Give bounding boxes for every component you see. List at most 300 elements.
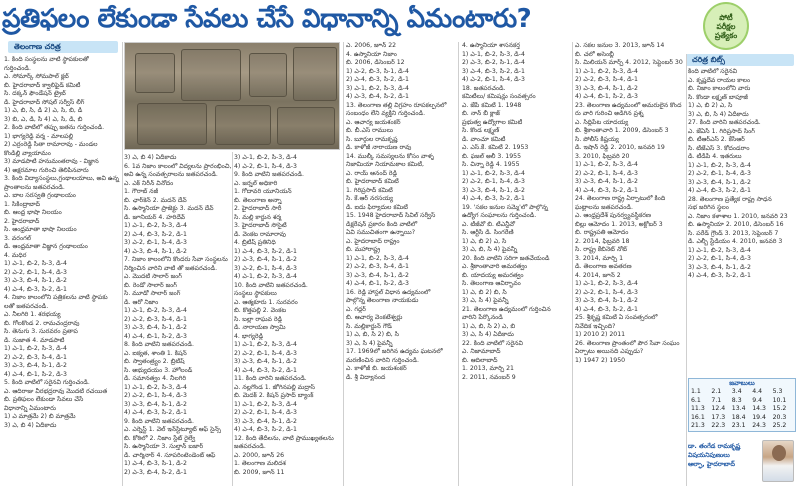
question-line: 1) ఎ-1, బి-2, సి-3, డి-4 <box>4 345 67 352</box>
question-line: 3) ఎ, సి 4) పైవన్నీ <box>346 339 393 347</box>
answer-cell: 18.4 <box>731 413 746 421</box>
question-line: డి. హైదరాబాద్ సోషల్ సర్వీస్ లీగ్ <box>4 98 85 106</box>
question-line: 1) ఎ-1, బి-2, సి-3, డి-4 <box>462 50 525 58</box>
question-column-6 <box>575 42 685 476</box>
answer-cell: 3.4 <box>731 388 742 395</box>
answer-cell: 19.4 <box>752 413 766 421</box>
question-line: బి. నాన్ బీ క్లాజ్ <box>462 110 500 117</box>
answer-cell: 22.3 <box>711 422 726 429</box>
question-line: ఎ. జేఏసీ 1. గిరిప్రసాద్ సింగ్ <box>688 127 755 135</box>
section-tab-history-bits: చరిత్ర బిట్స్ <box>686 54 794 66</box>
question-line: డి. వెంకట రామారావు <box>234 230 286 238</box>
question-line: 1) ఎ, బి 2) ఎ, సి <box>462 237 507 245</box>
question-line: 1) ఎ-1, బి-2, సి-3, డి-4 <box>688 161 751 169</box>
question-line: సి. బల్లా రాఘవ రెడ్డి <box>234 315 283 323</box>
question-line: 2) ఎ-2, బి-3, సి-4, డి-1 <box>4 353 67 361</box>
question-line: 4. బ్రిటిష్ ప్రతినిధి <box>234 239 276 246</box>
question-line: బి. ఉస్మానియా 2. 2010, డిసెంబర్ 16 <box>688 221 784 228</box>
question-line: బి. చలో అసెంబ్లీ <box>575 50 614 58</box>
answer-cell: 12.4 <box>711 405 726 412</box>
question-line: ఎ. ఆంధ్రప్రదేశ్ పునర్వ్యవస్థీకరణ <box>575 212 651 219</box>
question-line: బి. ఛార్‌కెన్ 2. మదన్ దేవ్ <box>124 196 187 204</box>
question-line: 1. కింది సంస్థలను వాటి స్థాపకులతో <box>4 56 89 63</box>
question-line: ఎ. ఎస్.కే. కమిటీ 2. 1953 <box>462 144 529 151</box>
question-line: ఘట్టాలను జతపరచండి. <box>575 203 633 211</box>
question-line: డి. ఆంధ్రమాతా విజ్ఞాన గ్రంథాలయం <box>4 243 88 250</box>
question-line: 4) ఎ-1, బి-2, సి-3, డి-4 <box>234 273 297 280</box>
question-line: డి. ఆరో నిజాం <box>124 298 159 306</box>
question-line: 2) ఎ-2, బి-1, సి-4, డి-3 <box>688 170 751 177</box>
question-line: 2. 2014, ఫిబ్రవరి 18 <box>575 237 630 245</box>
question-line: 1) ఎ-1, బి-2, సి-3, డి-4 <box>575 67 638 75</box>
question-line: 15. 1948 హైదరాబాద్ సివిల్ సర్వీస్ <box>346 212 436 219</box>
badge-line: పరీక్షల <box>716 21 736 31</box>
question-line: బి. కోఠిలో 2. నిజాం స్టేట్ రైల్వే <box>124 434 196 442</box>
question-line: డి. కాళోజీ నారాయణ రావు <box>346 144 412 151</box>
question-line: 1) ఎ-1, బి-2, సి-3, డి-4 <box>688 246 751 254</box>
question-line: 4) ఎ-4, బి-3, సి-2, డి-1 <box>124 409 187 416</box>
question-line: నిజామియా నియామకాల కమిటీ, <box>346 161 424 168</box>
question-line: ఎ. కాళోజీ బి. జయశంకర్ <box>346 365 407 372</box>
question-line: 3) ఎ-3, బి-4, సి-1, డి-2 <box>4 277 67 284</box>
question-line: 2. 2011, నవంబర్ 9 <box>462 373 516 381</box>
question-line: సి. కే.ఆర్ నరసయ్య <box>346 195 394 202</box>
question-line: 1) భాగ్యరెడ్డి వర్మ - మాలపల్లి <box>4 132 74 140</box>
question-line: ఎ. మొదటి సాలార్ జంగ్ <box>124 273 182 280</box>
author-affiliation: ఆల్ఫా, హైదరాబాద్ <box>688 461 735 468</box>
question-line: బి. టీఆర్ఎస్ 2. కేసీఆర్ <box>688 136 745 143</box>
question-line: 3) ఎ, బి, సి 4) ఏదీకాదు <box>688 110 749 118</box>
answer-cell: 13.4 <box>731 405 746 412</box>
question-line: విధానాన్ని ఏమంటారు <box>4 404 56 412</box>
question-line: 1) ఎ-2, బి-3, సి-1, డి-4 <box>346 67 409 75</box>
answer-cell: 14.3 <box>752 405 766 412</box>
question-line: సి. అభ్యుదయం 3. హోలండ్ <box>124 366 193 374</box>
badge-line: పోటీ <box>719 12 733 22</box>
question-line: 1. సికింద్రాబాద్ <box>4 200 41 208</box>
question-line: 4. ఉస్మానియా శాసనకర్త <box>462 42 520 49</box>
column-divider <box>343 42 344 486</box>
question-line: 2. హైదరాబాద్ సారీ <box>234 205 282 212</box>
answer-cell: 21.3 <box>691 422 705 429</box>
question-line: 3. కింది విద్యాసంస్థలు,గ్రంథాలయాలు, అవి ఉన్న <box>4 175 119 182</box>
question-line: 1) ఎ-1, బి-2, సి-3, డి-4 <box>346 254 409 262</box>
question-line: 3) ఎ-3, బి-4, సి-1, డి-2 <box>346 271 409 279</box>
question-line: ఏవి సముచితంగా ఉన్నాయి? <box>346 229 416 236</box>
answer-cell: 15.2 <box>772 405 787 412</box>
question-line: ప్రాంతాలను జతపరచండి. <box>4 183 65 191</box>
question-line: 1) 1947 2) 1950 <box>575 356 626 364</box>
question-line: ఎ. ఎక్ నిరీన్ వినోదం <box>124 179 174 187</box>
question-line: బి. గోలకొండ 2. రామచంద్రరావు <box>4 319 80 327</box>
question-line: 1) ఎ, బి 2) ఎ, సి <box>688 102 733 109</box>
question-line: 4) ఎ-4, బి-3, సి-2, డి-1 <box>575 305 638 313</box>
question-line: 2) ఎ-2, బి-1, సి-4, డి-3 <box>575 288 638 296</box>
column-divider <box>686 54 687 486</box>
question-line: 12. కింది తేదీలను, వాటి ప్రాముఖ్యతలను <box>234 434 334 442</box>
question-line: ఎ. ఐక్యత, శాంతి 1. కిషన్ <box>124 349 187 357</box>
question-line: 3) ఎ-3, బి-4, సి-1, డి-2 <box>234 358 297 365</box>
question-line: 24. తెలంగాణ రాష్ట్ర ఏర్పాటులో కింది <box>575 195 666 202</box>
question-line: బి. స్వాతంత్ర్యం 2. బ్రిటిష్ <box>124 358 185 365</box>
question-line: డిక్లరేషన్ ప్రకారం కింది వాటిలో <box>346 220 418 228</box>
question-line: 1) ఎ-1, బి-2, సి-3, డి-4 <box>4 260 67 267</box>
answer-cell: 6.1 <box>691 396 701 404</box>
question-line: 1) ఎ-1, బి-2, సి-3, డి-4 <box>124 383 187 391</box>
question-line: సి. మల్లికార్జున్ గౌడ్ <box>346 322 393 330</box>
question-line: 4) ఎ-4, బి-3, సి-2, డి-1 <box>4 285 67 293</box>
question-line: 2) ఎ-2, బి-3, సి-4, డి-1 <box>124 315 187 323</box>
question-line: 4) ఎ-2, బి-1, సి-4, డి-3 <box>234 162 297 170</box>
answer-cell: 4.4 <box>752 388 763 395</box>
question-line: 3) ఎ-3, బి-4, సి-1, డి-2 <box>575 178 638 185</box>
answer-cell: 23.1 <box>731 422 746 429</box>
question-line: 4) ఎ-4, బి-1, సి-2, డి-3 <box>4 370 67 378</box>
question-line: 10. కింది వాటిని జతపరచండి. <box>234 281 308 289</box>
question-line: ఎ. బాల సరస్వతి గ్రంథాలయం <box>4 192 76 199</box>
question-line: 1. తెలంగాణ మలిదశ <box>234 460 286 467</box>
question-line: 2) ఎ-2, బి-1, సి-4, డి-3 <box>234 409 297 416</box>
question-line: బిల్లు ఆమోదం 1. 2013, అక్టోబర్ 3 <box>575 220 663 228</box>
question-line: 2. హైదరాబాద్ <box>4 217 40 225</box>
question-line: ఎ. నల్లగొండ 1. జోగినపల్లి మద్రాస్ <box>234 383 315 391</box>
question-line: 3) ఎ-3, బి-4, సి-1, డి-2 <box>124 324 187 331</box>
question-line: 17. 1969లో జరిగిన ఉద్యమ ఘటనలో <box>346 348 443 355</box>
question-line: బి. మెదక్ 2. కిషన్ ప్రసాద్ బ్యాంక్ <box>234 392 314 399</box>
question-line: బి. రెండో సాలార్ జంగ్ <box>124 281 177 289</box>
question-column-3 <box>234 154 342 488</box>
question-line: 3) ఎ-1, బి-2, సి-3, డి-4 <box>346 84 409 92</box>
relief-block <box>249 53 287 97</box>
question-line: సి. మూడో సాలార్ జంగ్ <box>124 290 181 297</box>
author-role: విషయనిపుణులు <box>688 452 730 459</box>
question-line: 3) ఎ-3, బి-4, సి-1, డి-2 <box>462 186 525 194</box>
question-line: 25. శ్రీకృష్ణ కమిటీ ఏ సంవత్సరంలో <box>575 314 658 321</box>
question-line: బి. ఆంధ్ర భాషా నిలయం <box>4 209 62 216</box>
question-line: 2) ఎ-4, బి-3, సి-2, డి-1 <box>346 76 409 83</box>
question-line: 3) ఎ-2, బి-1, సి-4, డి-3 <box>234 264 297 272</box>
question-line: 2. కింది వాటిలో తప్పు జతను గుర్తించండి. <box>4 124 105 131</box>
question-line: బి. మహారాష్ట్ర <box>346 246 381 253</box>
question-line: ఎ. నిజాం కళాశాల 1. 2010, జనవరి 23 <box>688 212 788 220</box>
question-column-1 <box>4 56 122 488</box>
question-line: 13. తెలంగాణ తల్లి విగ్రహం రూపకల్పనలో <box>346 101 447 109</box>
question-line: ఎ. సకల జనుల 3. 2013, జూన్ 14 <box>575 42 665 49</box>
question-line: ఎ. 2000, జూన్ 26 <box>234 451 285 459</box>
question-line: 4) ఎ-4, బి-1, సి-2, డి-3 <box>124 332 187 340</box>
relief-block <box>135 53 175 93</box>
question-line: బి. కొత్తపల్లి 2. వెంకట <box>234 307 287 314</box>
question-line: 4) ఎ-4, బి-1, సి-2, డి-3 <box>346 280 409 287</box>
answer-cell: 16.1 <box>691 413 705 421</box>
question-line: ఎ. శ్రీకాంతాచారి అమరత్వం <box>462 263 528 270</box>
question-line: 21. తెలంగాణ ఉద్యమంలో గుర్తించిన <box>462 305 551 313</box>
question-line: 4) ఎ-2, బి-1, సి-4, డి-3 <box>462 76 525 83</box>
question-line: 4) ఎ-4, బి-3, సి-2, డి-1 <box>234 366 297 374</box>
question-line: సి. చిన్నా రెడ్డి 4. 1955 <box>462 161 520 168</box>
question-line: 1) ఎ, బి, సి 2) బి, సి <box>346 331 400 338</box>
question-line: 1) ఎ-1, బి-2, సి-3, డి-4 <box>462 169 525 177</box>
column-divider <box>458 42 459 486</box>
author-photo <box>762 440 794 482</box>
question-line: వారిని పేర్కొనండి <box>462 314 503 321</box>
question-line: 7. నిజాం కాలంలోని కొందరు సేవా సంస్థలను <box>124 256 228 263</box>
question-line: బి. శ్రీకాంతాచారి 1. 2009, డిసెంబర్ 3 <box>575 127 669 134</box>
question-line: 4) ఎ-4, బి-3, సి-2, డి-1 <box>688 187 751 194</box>
question-line: 4. నిజాం కాలంలోని పత్రికలను వాటి స్థాపకు <box>4 294 108 301</box>
question-line: 2) ఎ-2, బి-3, సి-4, డి-1 <box>575 76 638 83</box>
question-line: 8. కింది వాటిని జతపరచండి. <box>124 341 194 348</box>
question-line: 27. కింది వారిని జతపరచండి. <box>688 119 761 126</box>
question-line: 28. తెలంగాణ ప్రత్యేక రాష్ట్ర సాధన <box>688 195 772 203</box>
question-line: ప్రభుత్వ ఉద్యోగాల కమిటీ <box>462 118 523 126</box>
question-line: ఎ. జర్నల్ అధికారి <box>234 179 278 187</box>
question-line: 2) ఎ-3, బి-2, సి-1, డి-4 <box>462 59 525 66</box>
question-line: 1. గోదావరి యూనియన్ <box>234 188 292 195</box>
badge-line: ప్రత్యేకం <box>714 30 738 40</box>
relief-block <box>277 107 335 145</box>
question-line: ఉద్యోగ సంఘాలను గుర్తించండి. <box>462 212 537 219</box>
answer-key-grid <box>689 388 795 431</box>
question-line: బి. ఫజల్ అలీ 3. 1955 <box>462 152 522 160</box>
question-line: 5. కింది వాటిలో సరైనవి గుర్తించండి. <box>4 379 90 386</box>
answer-cell: 10.1 <box>772 396 787 404</box>
question-line: డి. ఎల్బీ స్టేడియం 4. 2010, జనవరి 3 <box>688 238 783 245</box>
question-line: 4. భాగ్యరెడ్డి <box>234 332 264 340</box>
answer-key <box>688 378 796 432</box>
question-line: 3) ఎ-1, బి-2, సి-3, డి-4 <box>234 154 297 161</box>
question-line: 2) ఎ-2, బి-1, సి-4, డి-3 <box>462 178 525 185</box>
question-column-4 <box>346 42 454 476</box>
question-line: 3) ఎ-2, బి-1, సి-4, డి-3 <box>124 239 187 246</box>
question-line: సి. ఆర్టీసీ డి. సింగరేణి <box>462 229 514 236</box>
question-line: సి. రాష్ట్ర కేబినెట్ నోట్ <box>575 246 627 253</box>
question-line: ఎ. హైదరాబాద్ రాష్ట్రం <box>346 237 400 245</box>
question-line: 1. గిరిప్రసాద్ కమిటీ <box>346 186 393 194</box>
question-line: 4) ఎ-4, బి-3, సి-2, డి-1 <box>575 186 638 194</box>
question-line: బి. నిజాం కాలంలోని వారు <box>688 85 751 92</box>
question-line: 22. కింది వాటిలో సరైనవి <box>462 339 523 347</box>
question-line: డి. ఐదు ఫిర్యాదుల కమిటీ <box>346 203 408 211</box>
question-line: 1) ఎ, బి, సి 2) ఎ, బి <box>462 322 516 330</box>
question-line: అవి ఉన్న సంవత్సరాలను జతపరచండి. <box>124 171 218 178</box>
question-line: 3. 2014, మార్చి 1 <box>575 254 624 262</box>
question-line: 23. తెలంగాణ ఉద్యమంలో అమరులైన కొంద <box>575 101 682 109</box>
question-line: పాల్గొన్న తెలంగాణ నాయకుడు <box>346 297 419 304</box>
answer-cell: 25.2 <box>772 422 787 429</box>
question-line: 16. రెడ్డి హాస్టల్ విధాన ఉద్యమంలో <box>346 288 431 296</box>
question-line: ఎ. నీలగిరి 1. శరభయ్య <box>4 311 61 318</box>
answer-cell: 8.3 <box>731 396 742 404</box>
question-line: 3) ఎ, బి, సి 4) పైవన్నీ <box>462 246 518 253</box>
question-line: సి. టీజేఎస్ 3. కోదండరాం <box>688 144 750 152</box>
question-line: సి. ఆంధ్రమాతా భాషా నిలయం <box>4 226 77 233</box>
question-line: సి. తెలంగాణ ఆవిర్భావం <box>462 280 521 287</box>
question-line: 2) ఎ-2, బి-1, సి-4, డి-3 <box>124 392 187 399</box>
question-line: 3) ఎ-3, బి-4, సి-1, డి-2 <box>688 263 751 271</box>
answer-cell: 17.3 <box>711 413 726 421</box>
question-line: బి. 2009, జూన్ 11 <box>234 468 285 476</box>
question-line: 11. కింది వారిని జతపరచండి. <box>234 375 307 382</box>
question-line: నిర్మించిన వారిని వాటి తో జతపరచండి. <box>124 264 218 272</box>
question-line: 4) అక్షరమాల గురించి తెలిపినవారు <box>4 166 89 174</box>
question-line: 2) ఎ-2, బి-1, సి-4, డి-3 <box>234 349 297 357</box>
question-line: 3) ఎ-3, బి-4, సి-1, డి-2 <box>124 400 187 408</box>
question-line: ఎ. ఎర్నెస్ట్ 1. వెల్ ఇన్‌స్టిట్యూట్ ఆఫ్ సైన్స్ <box>124 426 221 433</box>
question-line: 1) ఎ-1, బి-2, సి-3, డి-4 <box>234 341 297 348</box>
question-line: డి. వాంచూ కమిటీ <box>462 135 506 143</box>
question-line: 3) ఎ, బి 4) ఏదీకాదు <box>4 421 57 429</box>
question-line: 3) ఎ, సి 4) ఏదీకాదు <box>462 331 514 338</box>
question-line: కొండిల్లి వ్యాయామం <box>4 149 51 157</box>
question-line: డి. ఇషాన్ రెడ్డి 2. 2010, జనవరి 19 <box>575 144 665 151</box>
question-line: బి. యాదయ్య అమరత్వం <box>462 271 524 279</box>
question-line: 1) ఎ-1, బి-2, సి-3, డి-4 <box>124 307 187 314</box>
question-line: 26. తెలంగాణ ప్రాంతంలో పౌర సేవా సంఘం <box>575 339 680 347</box>
question-line: 1) ఎ-4, బి-3, సి-1, డి-2 <box>124 460 187 467</box>
question-line: ఎ. జేపీ కమిటీ 1. 1948 <box>462 101 522 109</box>
question-line: 1) ఎ మాత్రమే 2) బి మాత్రమే <box>4 413 76 420</box>
question-line: ఎ. ఆదిరాజు వీరభద్రరావు మొదటి రచయిత <box>4 387 108 395</box>
question-line: బి. రాష్ట్రపతి ఆమోదం <box>575 229 629 236</box>
question-line: 6. 1వ నిజాం కాలంలో విద్యలను ప్రారంభించి, <box>124 162 231 170</box>
question-line: బి. ప్రతిఫలం లేకుండా సేవలు చేసే <box>4 396 84 403</box>
column-divider <box>122 42 123 486</box>
question-line: సి. దక్కన్ ఫౌండేషన్ ట్రైబ్ <box>4 90 66 97</box>
question-line: ఎ. నిజామాబాద్ <box>462 348 501 355</box>
question-line: డి. సుజాత 4. మాడపాటి <box>4 336 65 344</box>
author-credit <box>688 442 758 469</box>
question-line: డి. సమానత్వం 4. నీలగిరి <box>124 375 187 382</box>
question-line: డి. చార్మినార్ 4. సూపరింటెండెంట్ ఆఫ్ <box>124 451 216 459</box>
question-line: 2) ఎ-2, బి-1, సి-4, డి-3 <box>4 268 67 276</box>
question-line: 4) ఎ-3, బి-4, సి-2, డి-1 <box>346 93 409 100</box>
question-line: కమిటీలు/ కమిషన్లు సంవత్సరం <box>462 93 536 100</box>
question-line: 1. 2013, మార్చి 21 <box>462 365 514 372</box>
question-line: గుర్తించండి. <box>4 64 31 72</box>
question-line: 9. కింది వాటిని జతపరచండి. <box>124 417 194 425</box>
question-line: 1) ఎ, బి 2) బి, సి <box>462 288 507 296</box>
question-line: నివేదిక ఇచ్చింది? <box>575 322 616 330</box>
question-line: 3. 2010, ఫిబ్రవరి 20 <box>575 152 630 160</box>
question-line: 1) ఎ-1, బి-2, సి-3, డి-4 <box>575 280 638 287</box>
question-line: 3) ఎ-3, బి-4, సి-1, డి-2 <box>575 84 638 92</box>
question-line: 2) ఎ-2, బి-1, సి-4, డి-3 <box>575 169 638 177</box>
column-divider <box>232 152 233 486</box>
answer-cell: 9.4 <box>752 396 763 404</box>
column-divider <box>572 42 573 486</box>
question-line: సంస్థలు స్థాపకులు <box>234 290 277 297</box>
question-line: ఎ. రాయ్ ఆనంద్ రెడ్డి <box>346 169 398 177</box>
question-line: ఎ. ఆత్మకూరు 1. సురవరం <box>234 298 298 306</box>
question-line: 1) 2010 2) 2011 <box>575 331 626 338</box>
question-line: సి. పరేడ్ గ్రౌండ్ 3. 2013, సెప్టెంబర్ 7 <box>688 229 779 237</box>
question-column-2 <box>124 154 231 488</box>
question-line: డి. టీడీపీ 4. ఇతరులు <box>688 153 742 160</box>
headline: ప్రతిఫలం లేకుండా సేవలు చేసే విధానాన్ని ఏమంటారు? <box>2 4 532 34</box>
question-line: ఎ. గద్దర్ <box>346 305 366 313</box>
answer-key-title: జవాబులు <box>729 379 755 387</box>
question-line: 3) ఎ-3, బి-4, సి-1, డి-2 <box>234 417 297 425</box>
section-tab-telangana-history: తెలంగాణ చరిత్ర <box>8 41 118 53</box>
question-line: 1) ఎ-1, బి-2, సి-3, డి-4 <box>234 400 297 408</box>
relief-block <box>137 103 207 145</box>
question-line: సి. ఉస్మానియా ప్రాజెక్టు 3. మదన్ దేవ్ <box>124 205 214 212</box>
question-line: మరణించిన వారిని గుర్తించండి. <box>346 356 419 364</box>
question-line: 2) ఎ-2, బి-1, సి-4, డి-3 <box>688 255 751 262</box>
answer-cell: 1.1 <box>691 388 701 395</box>
question-line: ఏర్పాటు అయినది ఎప్పుడు? <box>575 348 644 355</box>
question-line: 1) ఎ-1, బి-2, సి-3, డి-4 <box>124 222 187 229</box>
question-line: బి. 2006, డిసెంబర్ 12 <box>346 59 405 66</box>
answer-cell: 24.3 <box>752 422 766 429</box>
question-line: 3) ఎ, బి 4) ఏదీకాదు <box>124 154 177 161</box>
question-line: 9. కింది వాటిని జతపరచండి. <box>234 171 304 178</box>
question-line: బి. తెలంగాణ అన్నా <box>234 196 282 204</box>
question-line: 4. మధిర <box>4 251 27 259</box>
question-line: సి. మల్లి కార్జున శర్మ <box>234 213 282 221</box>
question-line: బి. హైదరాబాద్ కమిటీ <box>346 178 399 185</box>
question-line: 1) ఎ, బి, సి, డి 2) ఎ, సి, బి, డి <box>4 107 83 114</box>
question-line: 3) ఎ-4, బి-3, సి-2, డి-1 <box>462 67 525 75</box>
question-line: 2) ఎ-4, బి-3, సి-2, డి-1 <box>124 230 187 238</box>
question-line: సి. మిలియన్ మార్చ్ 4. 2012, సెప్టెంబర్ 30 <box>575 59 683 66</box>
question-line: జతపరచండి. <box>234 443 266 450</box>
question-line: 4) ఎ-3, బి-4, సి-1, డి-2 <box>124 247 187 255</box>
question-line: 18. జతపరచండి. <box>462 84 506 92</box>
question-column-7 <box>688 68 798 378</box>
author-name: డా. తంగేడ రామకృష్ణ <box>688 443 741 450</box>
question-line: 4. ఉస్మానియా నిజాం <box>346 50 397 58</box>
question-line: 1. గౌరాబ్ నజీ <box>124 188 159 195</box>
question-line: కింది వాటిలో సరైనవి <box>688 68 738 75</box>
question-line: రు వారి గురించి అడిగిన ప్రశ్న <box>575 110 644 117</box>
question-line: ఎ. కృష్ణదేవ రాయల కాలం <box>688 76 751 84</box>
answer-cell: 2.1 <box>711 388 722 395</box>
question-line: డి. నారాయణ స్వామి <box>234 324 286 331</box>
question-line: బి. బీ.ఎస్ రాములు <box>346 127 393 134</box>
sculpture-photo <box>124 42 340 150</box>
question-line: 3. వరంగల్ <box>4 234 32 242</box>
question-line: ఎ. 2006, జూన్ 22 <box>346 42 397 49</box>
question-line: సి. పోలీస్ కిష్టయ్య <box>575 135 619 143</box>
question-line: ఎ. ఆచార్య జయశంకర్ <box>346 118 401 126</box>
relief-block <box>293 47 337 101</box>
question-line: 4. 2014, జూన్ 2 <box>575 271 621 279</box>
question-line: 3) ఎ-3, బి-4, సి-1, డి-2 <box>4 362 67 369</box>
question-line: లతో జతపరచండి. <box>4 302 49 310</box>
question-line: 19. 'సకల జనుల సమ్మె'లో పాల్గొన్న <box>462 203 548 211</box>
question-line: ఎ. టీజీవో బి. టీఎన్జీవో <box>462 220 516 228</box>
answer-cell: 11.3 <box>691 405 705 412</box>
answer-cell: 20.3 <box>772 413 787 421</box>
question-line: డి. తెలంగాణ అవతరణ <box>575 263 632 270</box>
relief-block <box>181 49 241 101</box>
question-line: 3) ఎ-3, బి-4, సి-1, డి-2 <box>688 178 751 186</box>
question-line: బి. ఆదిలాబాద్ <box>462 356 498 364</box>
answer-cell: 7.1 <box>711 396 722 404</box>
question-line: డి. జూనియర్ 4. హరిదేవ్ <box>124 213 186 221</box>
question-line: 3) ఎ-3, బి-4, సి-1, డి-2 <box>575 297 638 304</box>
question-line: 14. ముల్కీ సమస్యలను కోసం వాళ్ళ <box>346 152 435 160</box>
relief-block <box>215 105 271 145</box>
answer-cell: 5.3 <box>772 388 783 395</box>
question-line: 1) ఎ-1, బి-2, సి-3, డి-4 <box>575 161 638 168</box>
question-line: 2) ఎర్రంరెడ్డి సీతా రామారావు - మండల <box>4 141 98 148</box>
question-line: 2) ఎ-2, బి-3, సి-4, డి-1 <box>346 263 409 270</box>
question-line: 4) ఎ-4, బి-1, సి-2, డి-3 <box>575 93 638 100</box>
question-line: 4) ఎ-4, బి-3, సి-2, డి-1 <box>462 195 525 202</box>
